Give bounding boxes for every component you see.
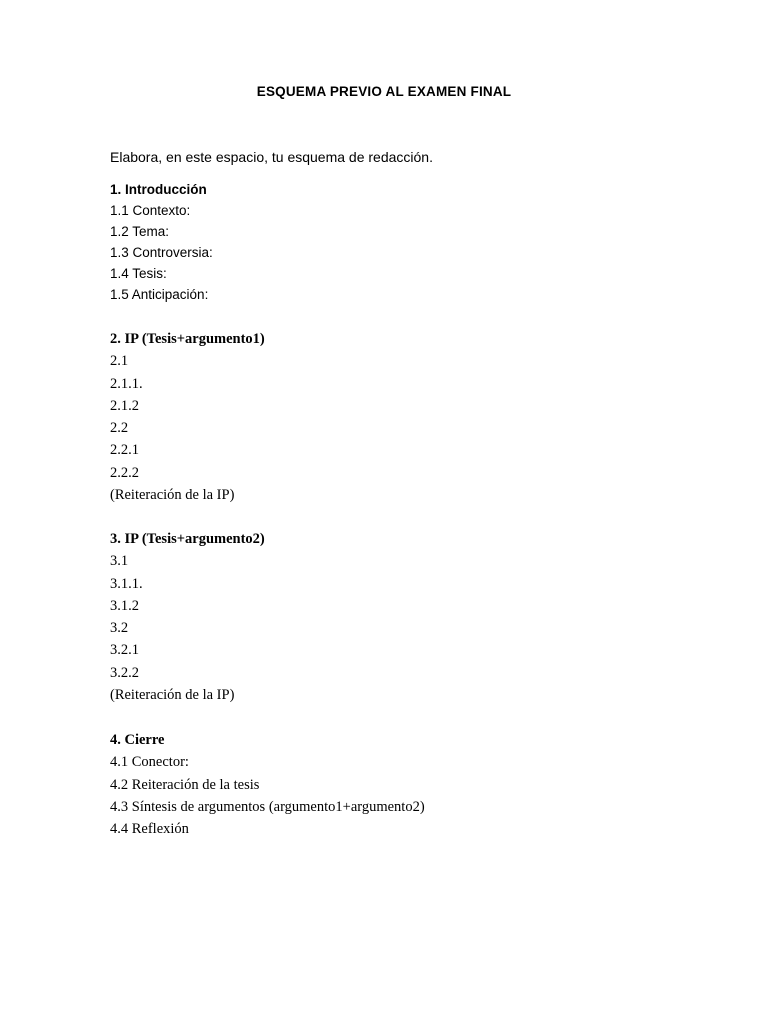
section-cierre [110, 729, 425, 840]
outline-item: 2.1.2 [110, 397, 139, 414]
outline-item: (Reiteración de la IP) [110, 487, 235, 504]
section-introduccion [110, 179, 213, 305]
outline-item: 4.1 Conector: [110, 754, 189, 771]
outline-item: 1.1 Contexto: [110, 203, 191, 218]
outline-item: 3.1.1. [110, 575, 143, 592]
instruction-text: Elabora, en este espacio, tu esquema de redacción. [110, 149, 433, 165]
outline-item: 4.4 Reflexión [110, 821, 189, 838]
outline-item: 2.2.1 [110, 442, 139, 459]
section-ip-argumento1 [110, 328, 265, 506]
outline-item: 2.2.2 [110, 464, 139, 481]
outline-item: 4.3 Síntesis de argumentos (argumento1+argumento2) [110, 798, 425, 815]
section-heading: 3. IP (Tesis+argumento2) [110, 531, 265, 547]
outline-item: 2.1 [110, 353, 129, 370]
page-title: ESQUEMA PREVIO AL EXAMEN FINAL [256, 84, 512, 99]
outline-item: 3.2 [110, 620, 129, 637]
outline-item: 1.5 Anticipación: [110, 287, 209, 302]
outline-item: 4.2 Reiteración de la tesis [110, 776, 260, 793]
outline-item: 3.1 [110, 553, 129, 570]
outline-item: 3.2.1 [110, 642, 139, 659]
outline-item: 3.1.2 [110, 597, 139, 614]
section-heading: 4. Cierre [110, 732, 165, 748]
outline-item: 1.3 Controversia: [110, 245, 213, 260]
outline-item: (Reiteración de la IP) [110, 687, 235, 704]
outline-item: 1.4 Tesis: [110, 266, 167, 281]
outline-item: 1.2 Tema: [110, 224, 170, 239]
section-heading: 1. Introducción [110, 182, 207, 197]
section-heading: 2. IP (Tesis+argumento1) [110, 331, 265, 347]
outline-item: 3.2.2 [110, 664, 139, 681]
outline-item: 2.1.1. [110, 375, 143, 392]
outline-item: 2.2 [110, 420, 129, 437]
section-ip-argumento2 [110, 528, 265, 706]
